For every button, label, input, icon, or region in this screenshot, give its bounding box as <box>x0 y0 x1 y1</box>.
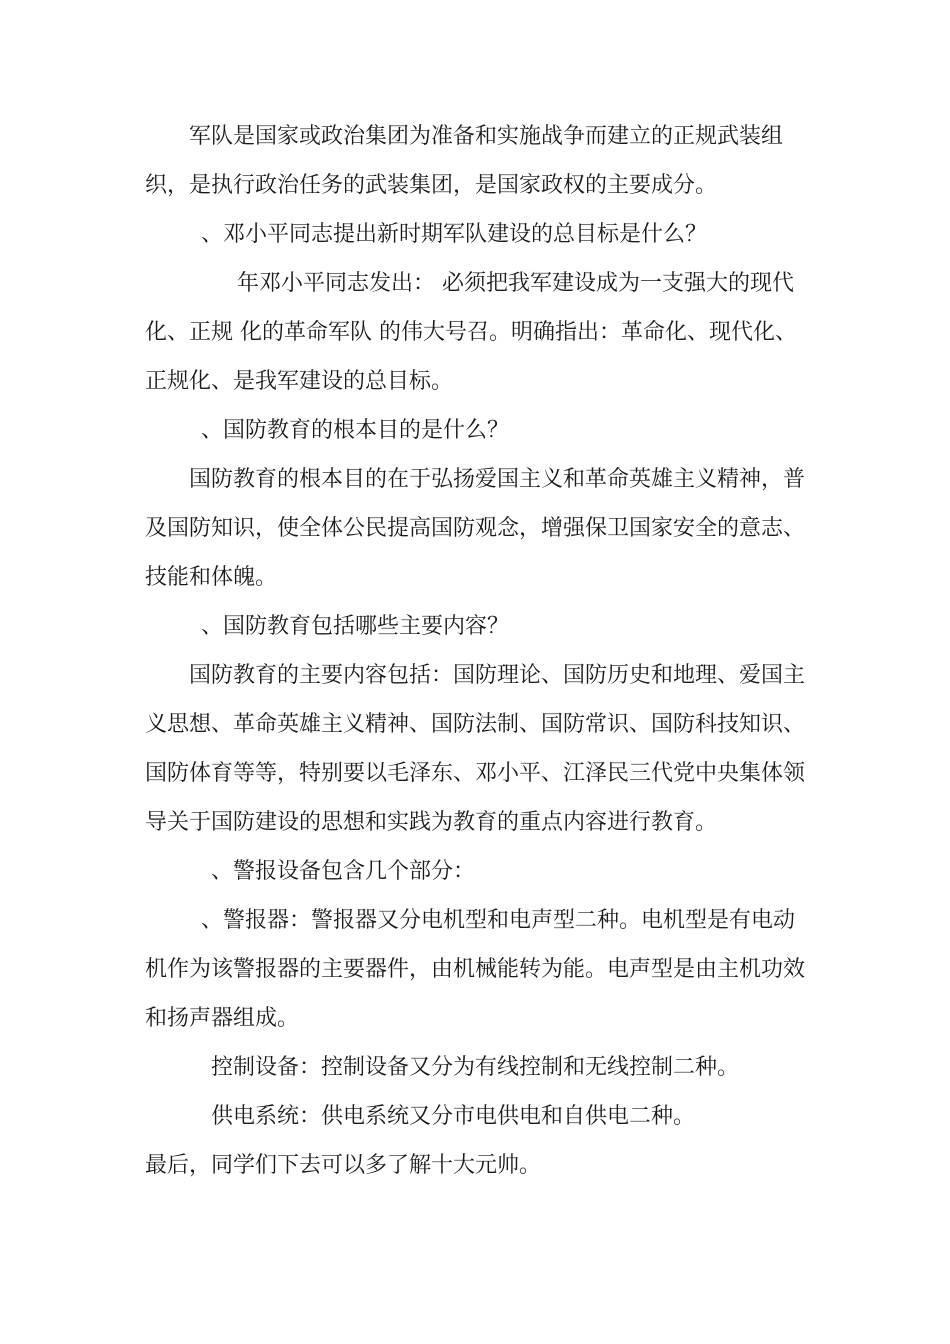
question-education-content: 、国防教育包括哪些主要内容？ <box>201 614 510 639</box>
answer-power-system: 供电系统：供电系统又分市电供电和自供电二种。 <box>211 1104 696 1129</box>
answer-alarm-device: 、警报器：警报器又分电机型和电声型二种。电机型是有电动机作为该警报器的主要器件，由机械能转为能。电声型是由主机功效和扬声器组成。 <box>145 908 806 1031</box>
answer-education-content: 国防教育的主要内容包括：国防理论、国防历史和地理、爱国主义思想、革命英雄主义精神、国防法制、国防常识、国防科技知识、国防体育等等，特别要以毛泽东、邓小平、江泽民三代党中央集体领导关于国防建设的思想和实践为教育的重点内容进行教育。 <box>145 663 806 835</box>
paragraph-army-definition: 军队是国家或政治集团为准备和实施战争而建立的正规武装组织，是执行政治任务的武装集团，是国家政权的主要成分。 <box>145 124 784 198</box>
answer-army-goal: 年邓小平同志发出： 必须把我军建设成为一支强大的现代化、正规 化的革命军队 的伟大号召。明确指出：革命化、现代化、正规化、是我军建设的总目标。 <box>145 271 797 394</box>
question-army-goal: 、邓小平同志提出新时期军队建设的总目标是什么？ <box>201 222 708 247</box>
answer-control-device: 控制设备：控制设备又分为有线控制和无线控制二种。 <box>211 1055 740 1080</box>
question-education-purpose: 、国防教育的根本目的是什么？ <box>201 418 510 443</box>
document-body <box>145 112 810 1190</box>
closing-paragraph: 最后，同学们下去可以多了解十大元帅。 <box>145 1153 542 1178</box>
question-alarm-parts: 、警报设备包含几个部分： <box>211 859 476 884</box>
answer-education-purpose: 国防教育的根本目的在于弘扬爱国主义和革命英雄主义精神，普及国防知识，使全体公民提高国防观念，增强保卫国家安全的意志、技能和体魄。 <box>145 467 806 590</box>
